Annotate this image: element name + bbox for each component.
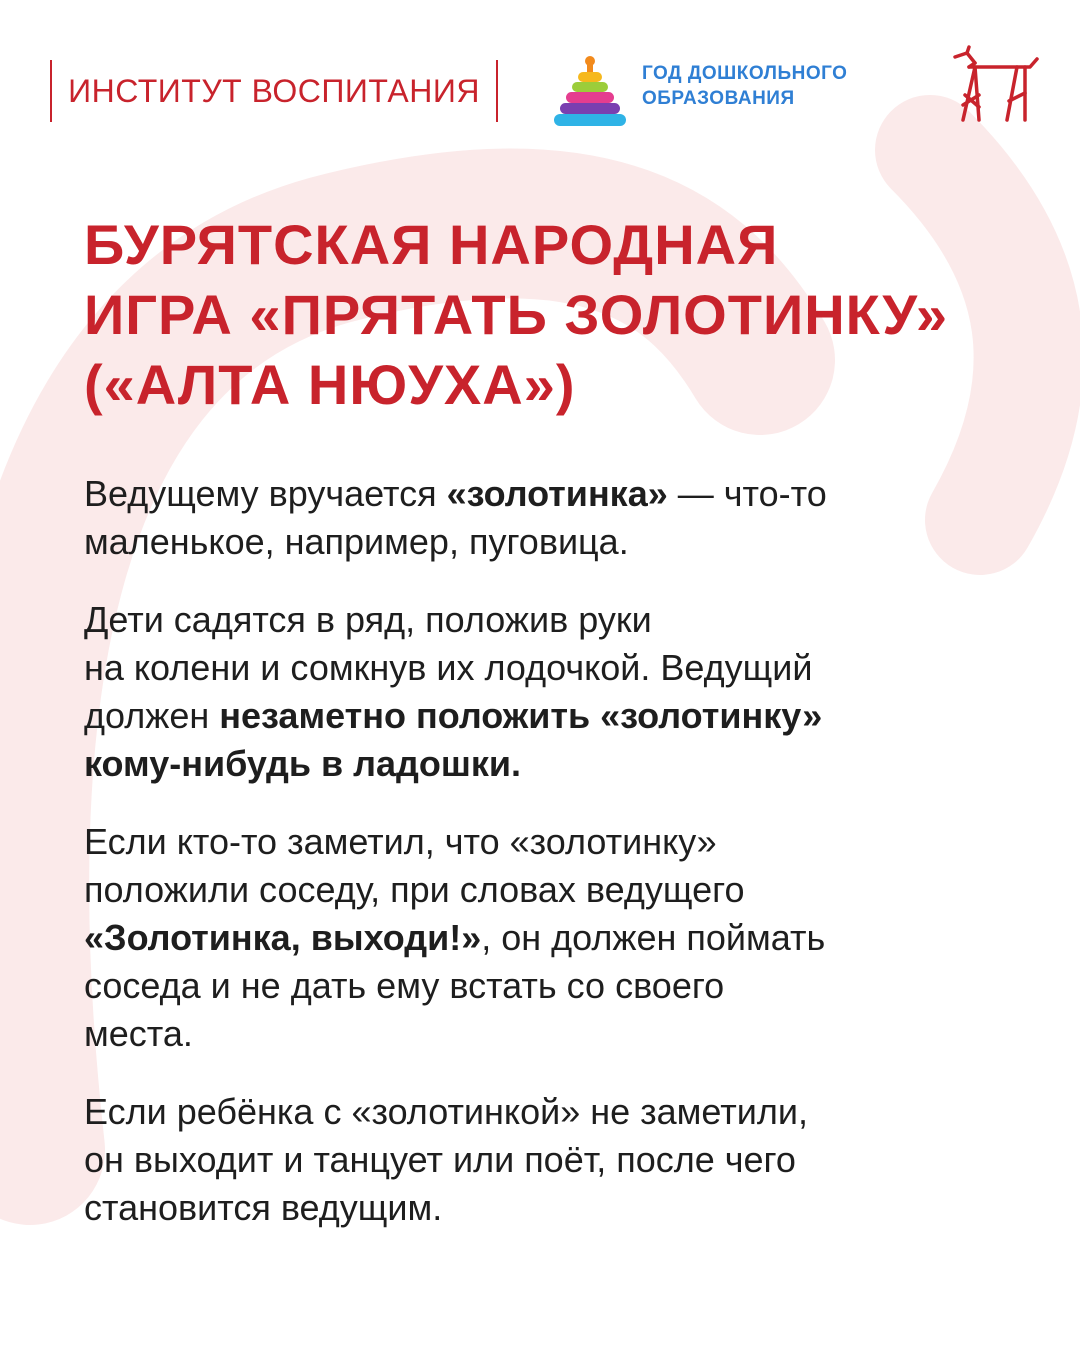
text-line: маленькое, например, пуговица. bbox=[84, 521, 629, 562]
text-span: должен bbox=[84, 695, 220, 736]
paragraph-3 bbox=[84, 818, 1024, 1058]
year-logo-line1: ГОД ДОШКОЛЬНОГО bbox=[642, 63, 848, 84]
title-line: («АЛТА НЮУХА») bbox=[84, 353, 576, 416]
institute-name: ИНСТИТУТ ВОСПИТАНИЯ bbox=[68, 72, 480, 109]
title-line: БУРЯТСКАЯ НАРОДНАЯ bbox=[84, 213, 779, 276]
text-line: Если ребёнка с «золотинкой» не заметили, bbox=[84, 1091, 808, 1132]
bold-text: «золотинка» bbox=[446, 473, 668, 514]
institute-logo bbox=[50, 60, 498, 122]
year-of-preschool-education-logo bbox=[550, 55, 910, 127]
bold-text: незаметно положить «золотинку» bbox=[219, 695, 823, 736]
text-line: становится ведущим. bbox=[84, 1187, 443, 1228]
text-line: места. bbox=[84, 1013, 193, 1054]
text-line: положили соседу, при словах ведущего bbox=[84, 869, 745, 910]
paragraph-1 bbox=[84, 470, 1024, 566]
text-span: — что-то bbox=[667, 473, 827, 514]
paragraph-4 bbox=[84, 1088, 1024, 1232]
article-body bbox=[84, 470, 1024, 1232]
horse-icon bbox=[945, 45, 1040, 125]
text-line bbox=[84, 692, 1024, 740]
text-line bbox=[84, 740, 1024, 788]
main-content bbox=[84, 210, 1024, 1262]
text-line: он выходит и танцует или поёт, после чего bbox=[84, 1139, 796, 1180]
bold-text: кому-нибудь в ладошки. bbox=[84, 743, 521, 784]
year-logo-line2: ОБРАЗОВАНИЯ bbox=[642, 88, 795, 109]
paragraph-2 bbox=[84, 596, 1024, 788]
ring-pyramid-icon bbox=[550, 55, 630, 127]
text-span: Ведущему вручается bbox=[84, 473, 447, 514]
text-line bbox=[84, 470, 1024, 518]
text-line: Дети садятся в ряд, положив руки bbox=[84, 599, 652, 640]
text-line bbox=[84, 914, 1024, 962]
header bbox=[0, 55, 1080, 130]
bold-text: «Золотинка, выходи!» bbox=[84, 917, 482, 958]
text-line: на колени и сомкнув их лодочкой. Ведущий bbox=[84, 647, 813, 688]
page-title bbox=[84, 210, 1024, 420]
title-line: ИГРА «ПРЯТАТЬ ЗОЛОТИНКУ» bbox=[84, 283, 949, 346]
text-line: соседа и не дать ему встать со своего bbox=[84, 965, 725, 1006]
text-span: , он должен поймать bbox=[481, 917, 826, 958]
text-line: Если кто-то заметил, что «золотинку» bbox=[84, 821, 717, 862]
year-logo-text bbox=[642, 61, 912, 111]
